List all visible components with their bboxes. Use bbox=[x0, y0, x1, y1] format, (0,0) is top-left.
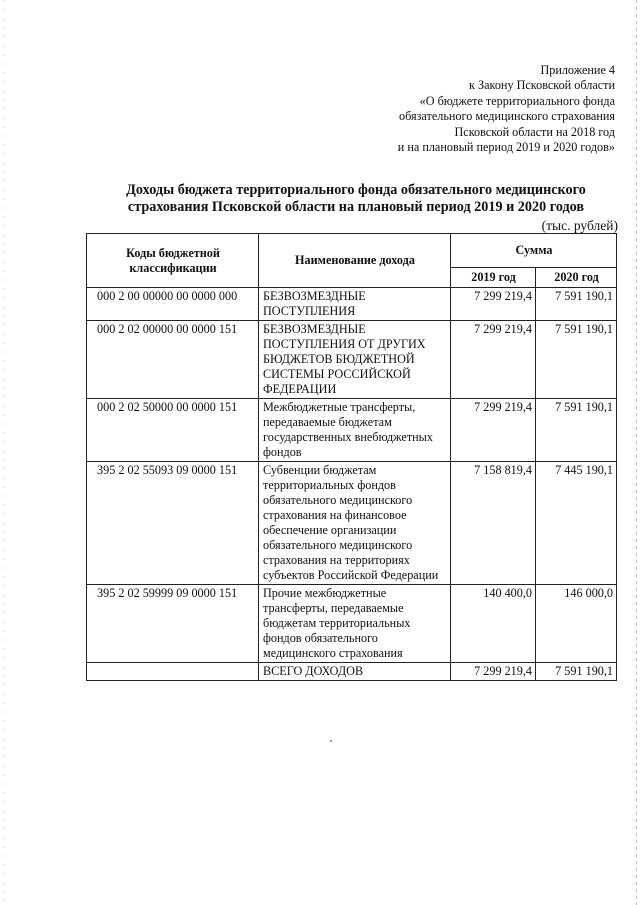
row-name: Прочие межбюджетные трансферты, передаваемые бюджетам территориальных фондов обязательного медицинского страхования bbox=[259, 585, 451, 663]
scan-edge-left bbox=[4, 0, 5, 905]
appendix-line: Псковской области на 2018 год bbox=[454, 124, 615, 139]
table-row bbox=[87, 399, 617, 462]
appendix-header bbox=[285, 63, 615, 155]
row-2019: 7 158 819,4 bbox=[451, 462, 536, 585]
revenue-table bbox=[86, 233, 617, 681]
header-name: Наименование дохода bbox=[259, 234, 451, 288]
table-row bbox=[87, 288, 617, 321]
row-code: 000 2 02 00000 00 0000 151 bbox=[87, 321, 259, 399]
row-2020: 7 445 190,1 bbox=[536, 462, 617, 585]
title-line-2: страхования Псковской области на плановый период 2019 и 2020 годов bbox=[127, 199, 585, 215]
appendix-line: обязательного медицинского страхования bbox=[399, 109, 615, 124]
scan-speck bbox=[330, 740, 332, 742]
row-2019: 7 299 219,4 bbox=[451, 321, 536, 399]
appendix-line: Приложение 4 bbox=[540, 63, 615, 77]
row-2020: 146 000,0 bbox=[536, 585, 617, 663]
total-code bbox=[87, 663, 259, 681]
row-2020: 7 591 190,1 bbox=[536, 288, 617, 321]
total-2019: 7 299 219,4 bbox=[451, 663, 536, 681]
row-code: 000 2 00 00000 00 0000 000 bbox=[87, 288, 259, 321]
row-2019: 7 299 219,4 bbox=[451, 399, 536, 462]
total-label: ВСЕГО ДОХОДОВ bbox=[259, 663, 451, 681]
row-2020: 7 591 190,1 bbox=[536, 321, 617, 399]
row-2019: 140 400,0 bbox=[451, 585, 536, 663]
row-name: Субвенции бюджетам территориальных фондов обязательного медицинского страхования на финансовое обеспечение организации обязательного медицинского страхования на территориях субъектов Российской Федерации bbox=[259, 462, 451, 585]
appendix-line: «О бюджете территориального фонда bbox=[419, 93, 615, 108]
header-sum: Сумма bbox=[451, 234, 617, 268]
table-row bbox=[87, 462, 617, 585]
row-name: БЕЗВОЗМЕЗДНЫЕ ПОСТУПЛЕНИЯ ОТ ДРУГИХ БЮДЖЕТОВ БЮДЖЕТНОЙ СИСТЕМЫ РОССИЙСКОЙ ФЕДЕРАЦИИ bbox=[259, 321, 451, 399]
row-name: БЕЗВОЗМЕЗДНЫЕ ПОСТУПЛЕНИЯ bbox=[259, 288, 451, 321]
appendix-line: к Закону Псковской области bbox=[469, 78, 615, 93]
table-total-row bbox=[87, 663, 617, 681]
row-2019: 7 299 219,4 bbox=[451, 288, 536, 321]
document-title bbox=[96, 182, 616, 216]
row-name: Межбюджетные трансферты, передаваемые бюджетам государственных внебюджетных фондов bbox=[259, 399, 451, 462]
header-codes: Коды бюджетной классификации bbox=[87, 234, 259, 288]
row-2020: 7 591 190,1 bbox=[536, 399, 617, 462]
scan-edge-right bbox=[636, 0, 637, 905]
appendix-line: и на плановый период 2019 и 2020 годов» bbox=[397, 140, 615, 155]
row-code: 000 2 02 50000 00 0000 151 bbox=[87, 399, 259, 462]
total-2020: 7 591 190,1 bbox=[536, 663, 617, 681]
header-year-2020: 2020 год bbox=[536, 268, 617, 288]
header-year-2019: 2019 год bbox=[451, 268, 536, 288]
row-code: 395 2 02 55093 09 0000 151 bbox=[87, 462, 259, 585]
table-row bbox=[87, 321, 617, 399]
units-label: (тыс. рублей) bbox=[541, 218, 618, 233]
title-line-1: Доходы бюджета территориального фонда обязательного медицинского bbox=[126, 182, 586, 198]
table-row bbox=[87, 585, 617, 663]
row-code: 395 2 02 59999 09 0000 151 bbox=[87, 585, 259, 663]
